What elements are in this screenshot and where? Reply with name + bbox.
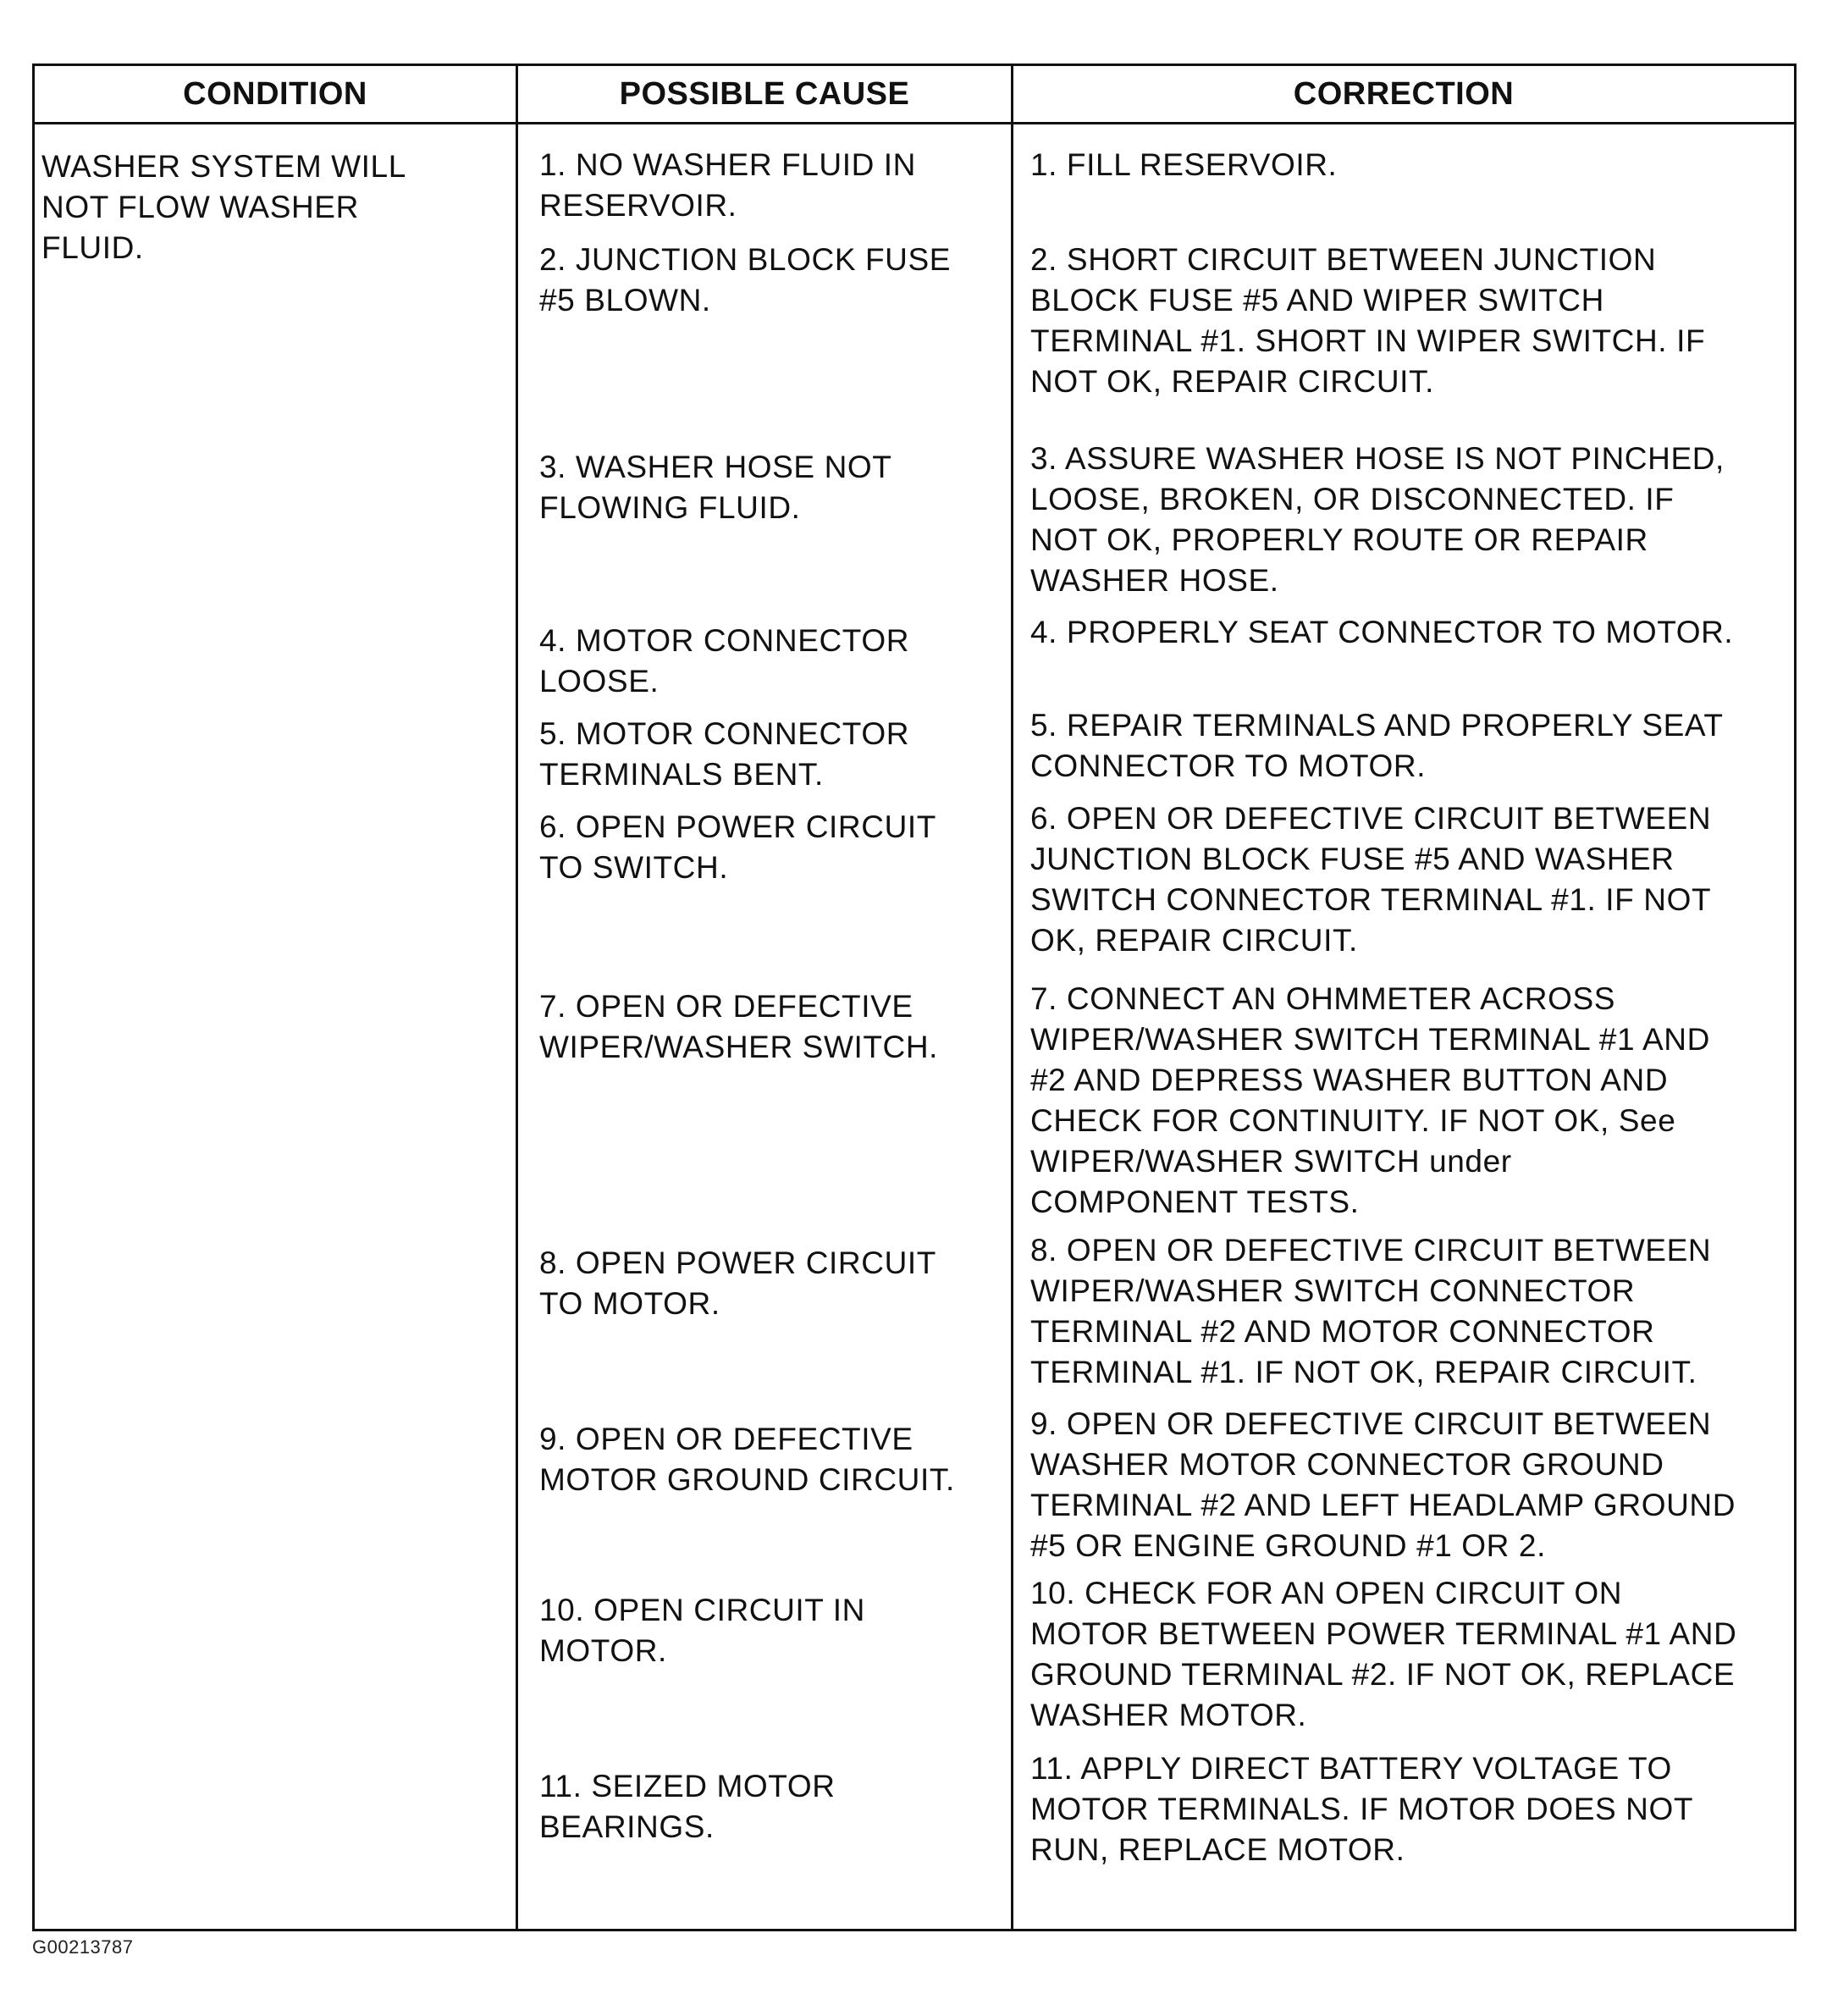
correction-line: WIPER/WASHER SWITCH under (1030, 1144, 1512, 1179)
figure-id: G00213787 (32, 1936, 134, 1958)
possible-cause-cell (539, 621, 909, 702)
troubleshooting-table (32, 64, 1797, 1931)
possible-cause-cell (539, 1243, 936, 1324)
correction-line: BLOCK FUSE #5 AND WIPER SWITCH (1030, 283, 1604, 318)
column-divider (1011, 66, 1013, 1929)
correction-line: WASHER MOTOR CONNECTOR GROUND (1030, 1447, 1664, 1482)
possible-cause-line: 6. OPEN POWER CIRCUIT (539, 809, 936, 844)
possible-cause-line: 11. SEIZED MOTOR (539, 1769, 836, 1803)
possible-cause-line: TO SWITCH. (539, 850, 729, 885)
possible-cause-line: 4. MOTOR CONNECTOR (539, 623, 910, 658)
possible-cause-cell (539, 807, 936, 888)
correction-cell (1030, 439, 1725, 601)
column-divider (516, 66, 518, 1929)
correction-line: TERMINAL #1. SHORT IN WIPER SWITCH. IF (1030, 323, 1706, 358)
correction-line: #2 AND DEPRESS WASHER BUTTON AND (1030, 1063, 1669, 1097)
correction-line: 8. OPEN OR DEFECTIVE CIRCUIT BETWEEN (1030, 1233, 1712, 1268)
possible-cause-line: 8. OPEN POWER CIRCUIT (539, 1246, 936, 1280)
correction-line: COMPONENT TESTS. (1030, 1185, 1360, 1219)
correction-line: GROUND TERMINAL #2. IF NOT OK, REPLACE (1030, 1657, 1736, 1692)
correction-line: 1. FILL RESERVOIR. (1030, 147, 1338, 182)
correction-line: OK, REPAIR CIRCUIT. (1030, 923, 1358, 958)
header-condition: CONDITION (183, 76, 367, 112)
correction-line: RUN, REPLACE MOTOR. (1030, 1832, 1405, 1867)
correction-line: NOT OK, REPAIR CIRCUIT. (1030, 364, 1435, 399)
correction-line: #5 OR ENGINE GROUND #1 OR 2. (1030, 1528, 1546, 1563)
header-possible-cause: POSSIBLE CAUSE (619, 76, 910, 112)
correction-cell (1030, 145, 1337, 185)
condition-cell (41, 146, 406, 268)
correction-line: 10. CHECK FOR AN OPEN CIRCUIT ON (1030, 1576, 1623, 1610)
possible-cause-line: 1. NO WASHER FLUID IN (539, 147, 917, 182)
possible-cause-cell (539, 986, 938, 1068)
correction-cell (1030, 612, 1733, 653)
correction-line: 7. CONNECT AN OHMMETER ACROSS (1030, 981, 1616, 1016)
correction-line: LOOSE, BROKEN, OR DISCONNECTED. IF (1030, 482, 1675, 516)
possible-cause-cell (539, 447, 891, 528)
possible-cause-line: TERMINALS BENT. (539, 757, 824, 792)
correction-line: 6. OPEN OR DEFECTIVE CIRCUIT BETWEEN (1030, 801, 1712, 836)
correction-line: JUNCTION BLOCK FUSE #5 AND WASHER (1030, 842, 1675, 876)
correction-line: WASHER MOTOR. (1030, 1698, 1307, 1732)
condition-line: WASHER SYSTEM WILL (41, 149, 406, 184)
correction-line: MOTOR TERMINALS. IF MOTOR DOES NOT (1030, 1792, 1694, 1826)
correction-cell (1030, 1573, 1736, 1736)
correction-line: SWITCH CONNECTOR TERMINAL #1. IF NOT (1030, 882, 1712, 917)
correction-cell (1030, 798, 1711, 961)
correction-line: MOTOR BETWEEN POWER TERMINAL #1 AND (1030, 1616, 1737, 1651)
correction-line: 5. REPAIR TERMINALS AND PROPERLY SEAT (1030, 708, 1724, 743)
possible-cause-line: MOTOR GROUND CIRCUIT. (539, 1462, 955, 1497)
correction-cell (1030, 240, 1705, 402)
correction-line: 11. APPLY DIRECT BATTERY VOLTAGE TO (1030, 1751, 1672, 1786)
possible-cause-line: 10. OPEN CIRCUIT IN (539, 1593, 865, 1627)
possible-cause-line: BEARINGS. (539, 1809, 715, 1844)
possible-cause-cell (539, 1766, 836, 1848)
possible-cause-cell (539, 1590, 865, 1671)
correction-line: TERMINAL #1. IF NOT OK, REPAIR CIRCUIT. (1030, 1355, 1697, 1389)
possible-cause-line: #5 BLOWN. (539, 283, 711, 318)
possible-cause-line: 9. OPEN OR DEFECTIVE (539, 1422, 914, 1456)
correction-line: NOT OK, PROPERLY ROUTE OR REPAIR (1030, 522, 1648, 557)
correction-cell (1030, 1748, 1693, 1870)
possible-cause-line: 2. JUNCTION BLOCK FUSE (539, 242, 952, 277)
correction-line: TERMINAL #2 AND MOTOR CONNECTOR (1030, 1314, 1655, 1349)
correction-line: 3. ASSURE WASHER HOSE IS NOT PINCHED, (1030, 441, 1725, 476)
possible-cause-cell (539, 714, 909, 795)
possible-cause-line: RESERVOIR. (539, 188, 737, 223)
correction-cell (1030, 1230, 1711, 1393)
correction-line: WIPER/WASHER SWITCH CONNECTOR (1030, 1273, 1636, 1308)
possible-cause-line: 3. WASHER HOSE NOT (539, 450, 892, 484)
correction-line: CONNECTOR TO MOTOR. (1030, 748, 1427, 783)
correction-cell (1030, 705, 1724, 787)
header-correction: CORRECTION (1293, 76, 1515, 112)
table-header (35, 66, 1794, 124)
correction-line: WASHER HOSE. (1030, 563, 1279, 598)
possible-cause-line: FLOWING FLUID. (539, 490, 801, 525)
possible-cause-cell (539, 240, 951, 321)
correction-line: WIPER/WASHER SWITCH TERMINAL #1 AND (1030, 1022, 1710, 1057)
correction-cell (1030, 1404, 1736, 1566)
possible-cause-line: WIPER/WASHER SWITCH. (539, 1030, 939, 1064)
possible-cause-cell (539, 145, 916, 226)
condition-line: NOT FLOW WASHER (41, 190, 359, 224)
possible-cause-cell (539, 1419, 955, 1500)
correction-line: 9. OPEN OR DEFECTIVE CIRCUIT BETWEEN (1030, 1406, 1712, 1441)
possible-cause-line: MOTOR. (539, 1633, 667, 1668)
correction-line: 2. SHORT CIRCUIT BETWEEN JUNCTION (1030, 242, 1657, 277)
possible-cause-line: LOOSE. (539, 664, 660, 699)
correction-line: 4. PROPERLY SEAT CONNECTOR TO MOTOR. (1030, 615, 1734, 649)
correction-line: CHECK FOR CONTINUITY. IF NOT OK, See (1030, 1103, 1676, 1138)
possible-cause-line: 7. OPEN OR DEFECTIVE (539, 989, 914, 1024)
possible-cause-line: TO MOTOR. (539, 1286, 720, 1321)
possible-cause-line: 5. MOTOR CONNECTOR (539, 716, 910, 751)
correction-line: TERMINAL #2 AND LEFT HEADLAMP GROUND (1030, 1488, 1736, 1522)
condition-line: FLUID. (41, 230, 144, 265)
correction-cell (1030, 979, 1710, 1223)
